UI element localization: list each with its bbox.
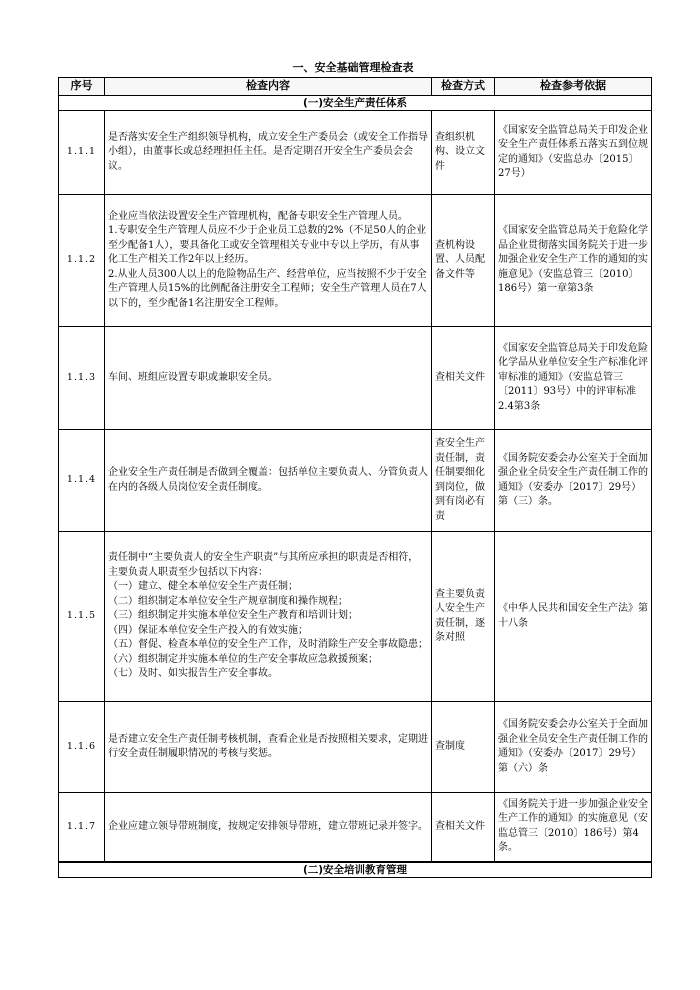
row-content: 是否落实安全生产组织领导机构，成立安全生产委员会（或安全工作指导小组），由董事长或总经理担任主任。是否定期召开安全生产委员会会议。	[105, 111, 432, 195]
header-method: 检查方式	[432, 78, 495, 96]
table-row	[59, 195, 652, 327]
row-method: 查组织机构、设立文件	[432, 111, 495, 195]
row-method: 查相关文件	[432, 793, 495, 862]
header-content: 检查内容	[105, 78, 432, 96]
row-method: 查机构设置、人员配备文件等	[432, 195, 495, 327]
row-method: 查制度	[432, 702, 495, 793]
row-content: 责任制中“主要负责人的安全生产职责”与其所应承担的职责是否相符，主要负责人职责至少包括以下内容： （一）建立、健全本单位安全生产责任制； （二）组织制定本单位安全生产规章制度和操作规程； （三）组织制定并实施本单位安全生产教育和培训计划； （四）保证本单位安全生产投入的有效实施； （五）督促、检查本单位的安全生产工作，及时消除生产安全事故隐患； （六）组织制定并实施本单位的生产安全事故应急救援预案； （七）及时、如实报告生产安全事故。	[105, 532, 432, 702]
row-method: 查相关文件	[432, 327, 495, 430]
table-row	[59, 327, 652, 430]
table-row	[59, 793, 652, 862]
row-content: 企业应当依法设置安全生产管理机构，配备专职安全生产管理人员。 1.专职安全生产管理人员应不少于企业员工总数的2%（不足50人的企业至少配备1人），要具备化工或安全管理相关专业中专以上学历，有从事化工生产相关工作2年以上经历。 2.从业人员300人以上的危险物品生产、经营单位，应当按照不少于安全生产管理人员15%的比例配备注册安全工程师；安全生产管理人员在7人以下的，至少配备1名注册安全工程师。	[105, 195, 432, 327]
row-content: 企业安全生产责任制是否做到全覆盖：包括单位主要负责人、分管负责人在内的各级人员岗位安全责任制度。	[105, 430, 432, 532]
row-basis: 《国家安全监管总局关于危险化学品企业贯彻落实国务院关于进一步加强企业安全生产工作的通知的实施意见》（安监总管三〔2010〕186号）第一章第3条	[495, 195, 652, 327]
document-title: 一、安全基础管理检查表	[292, 61, 414, 74]
section-row	[59, 862, 652, 878]
row-basis: 《国务院安委会办公室关于全面加强企业全员安全生产责任制工作的通知》（安委办〔2017〕29号）第（三）条。	[495, 430, 652, 532]
row-number: 1.1.7	[59, 793, 105, 862]
section-title-training: (二)安全培训教育管理	[59, 862, 652, 878]
row-number: 1.1.5	[59, 532, 105, 702]
row-basis: 《中华人民共和国安全生产法》第十八条	[495, 532, 652, 702]
table-row	[59, 702, 652, 793]
row-method: 查主要负责人安全生产责任制，逐条对照	[432, 532, 495, 702]
section-row	[59, 96, 652, 111]
header-number: 序号	[59, 78, 105, 96]
row-number: 1.1.3	[59, 327, 105, 430]
inspection-table	[58, 77, 652, 878]
row-content: 企业应建立领导带班制度，按规定安排领导带班，建立带班记录并签字。	[105, 793, 432, 862]
row-content: 车间、班组应设置专职或兼职安全员。	[105, 327, 432, 430]
row-number: 1.1.1	[59, 111, 105, 195]
table-row	[59, 532, 652, 702]
header-row	[59, 78, 652, 96]
row-basis: 《国家安全监管总局关于印发企业安全生产责任体系五落实五到位规定的通知》（安监总办〔2015〕27号）	[495, 111, 652, 195]
row-method: 查安全生产责任制，责任制要细化到岗位，做到有岗必有责	[432, 430, 495, 532]
header-basis: 检查参考依据	[495, 78, 652, 96]
row-number: 1.1.6	[59, 702, 105, 793]
row-basis: 《国家安全监管总局关于印发危险化学品从业单位安全生产标准化评审标准的通知》（安监总管三〔2011〕93号）中的评审标准2.4第3条	[495, 327, 652, 430]
table-row	[59, 430, 652, 532]
row-basis: 《国务院安委会办公室关于全面加强企业全员安全生产责任制工作的通知》（安委办〔2017〕29号）第（六）条	[495, 702, 652, 793]
row-basis: 《国务院关于进一步加强企业安全生产工作的通知》的实施意见（安监总管三〔2010〕186号）第4条。	[495, 793, 652, 862]
row-number: 1.1.4	[59, 430, 105, 532]
section-title-responsibility: (一)安全生产责任体系	[59, 96, 652, 111]
row-number: 1.1.2	[59, 195, 105, 327]
table-row	[59, 111, 652, 195]
row-content: 是否建立安全生产责任制考核机制，查看企业是否按照相关要求，定期进行安全责任制履职情况的考核与奖惩。	[105, 702, 432, 793]
